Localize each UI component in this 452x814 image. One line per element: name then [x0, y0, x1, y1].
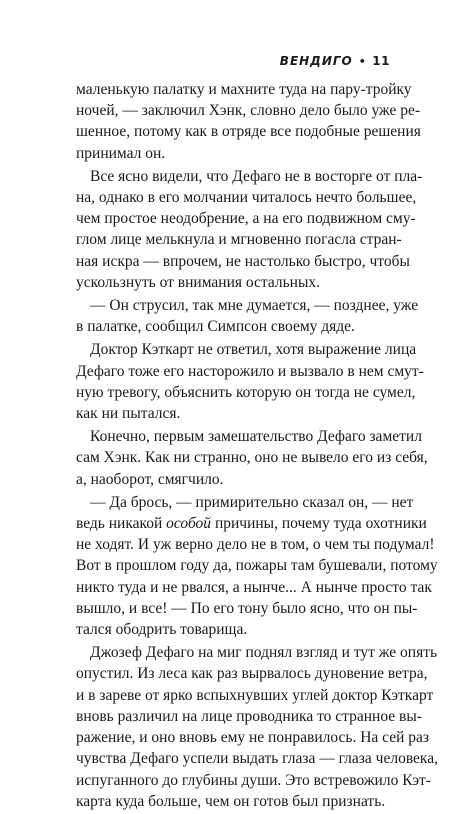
paragraph: [62, 642, 438, 812]
body-text: [62, 79, 438, 814]
text-line: карта куда больше, чем он готов был признать.: [76, 792, 386, 810]
text-line: как ни пытался.: [76, 405, 181, 423]
emphasis: особой: [166, 515, 212, 533]
paragraph: [62, 295, 419, 337]
text-line: а, наоборот, смягчило.: [76, 470, 224, 488]
text-line: принимал он.: [76, 144, 166, 162]
text-line: маленькую палатку и махните туда на пару-тройку: [76, 81, 412, 98]
text-line: Дефаго тоже его насторожило и вызвало в нем смут-: [76, 362, 424, 380]
text-line: никто туда и не рвался, а нынче... А нынче просто так: [76, 578, 432, 596]
paragraph: [62, 492, 438, 640]
text-line: чувства Дефаго успели выдать глаза — глаза человека,: [76, 750, 438, 768]
text-line: вышло, и все! — По его тону было ясно, что он пы-: [76, 599, 418, 617]
paragraph: [62, 79, 421, 164]
text-line: Джозеф Дефаго на миг поднял взгляд и тут же опять: [90, 644, 438, 662]
text-line: ускользнуть от внимания остальных.: [76, 273, 321, 291]
text-line: ная искра — впрочем, не настолько быстро, чтобы: [76, 252, 410, 270]
text-line: Конечно, первым замешательство Дефаго заметил: [90, 428, 422, 446]
text-line: ную тревогу, объяснить которую он тогда не сумел,: [76, 383, 416, 401]
text-line: — Он струсил, так мне думается, — позднее, уже: [90, 297, 419, 315]
running-title: ВЕНДИГО: [279, 54, 353, 68]
text-line: ведь никакой особой причины, почему туда охотники: [76, 515, 427, 533]
text-line: не ходят. И уж верно дело не в том, о чем ты подумал!: [76, 536, 435, 554]
text-line: испуганного до глубины души. Это встревожило Кэт-: [76, 771, 431, 789]
text-line: шенное, потому как в отряде все подобные решения: [76, 123, 421, 141]
text-line: опустил. Из леса как раз вырвалось дуновение ветра,: [76, 665, 428, 683]
text-line: в палатке, сообщил Симпсон своему дяде.: [76, 318, 355, 336]
text-line: ночей, — заключил Хэнк, словно дело было уже ре-: [76, 102, 421, 120]
text-line: — Да брось, — примирительно сказал он, — нет: [90, 493, 414, 511]
text-line: сам Хэнк. Как ни странно, оно не вывело его из себя,: [76, 449, 428, 467]
text-line: вновь различил на лице проводника то странное вы-: [76, 707, 422, 725]
text-line: на, однако в его молчании читалось нечто большее,: [76, 189, 417, 207]
text-line: и в зареве от ярко вспыхнувших углей доктор Кэткарт: [76, 686, 434, 704]
paragraph: [62, 426, 428, 490]
text-line: Доктор Кэткарт не ответил, хотя выражение лица: [90, 341, 417, 359]
paragraph: [62, 339, 424, 424]
page-number: 11: [372, 54, 390, 68]
running-header: [280, 54, 390, 68]
text-line: глом лице мелькнула и мгновенно погасла стран-: [76, 231, 402, 249]
text-line: тался ободрить товарища.: [76, 621, 248, 639]
text-line: Вот в прошлом году да, пожары там бушевали, потому: [76, 557, 438, 575]
text-line: Все ясно видели, что Дефаго не в восторге от пла-: [90, 167, 423, 185]
header-separator: •: [358, 54, 367, 68]
text-line: чем простое неодобрение, а на его подвижном сму-: [76, 210, 416, 228]
paragraph: [62, 166, 423, 293]
text-line: ражение, и оно вновь ему не понравилось. На сей раз: [76, 729, 430, 747]
